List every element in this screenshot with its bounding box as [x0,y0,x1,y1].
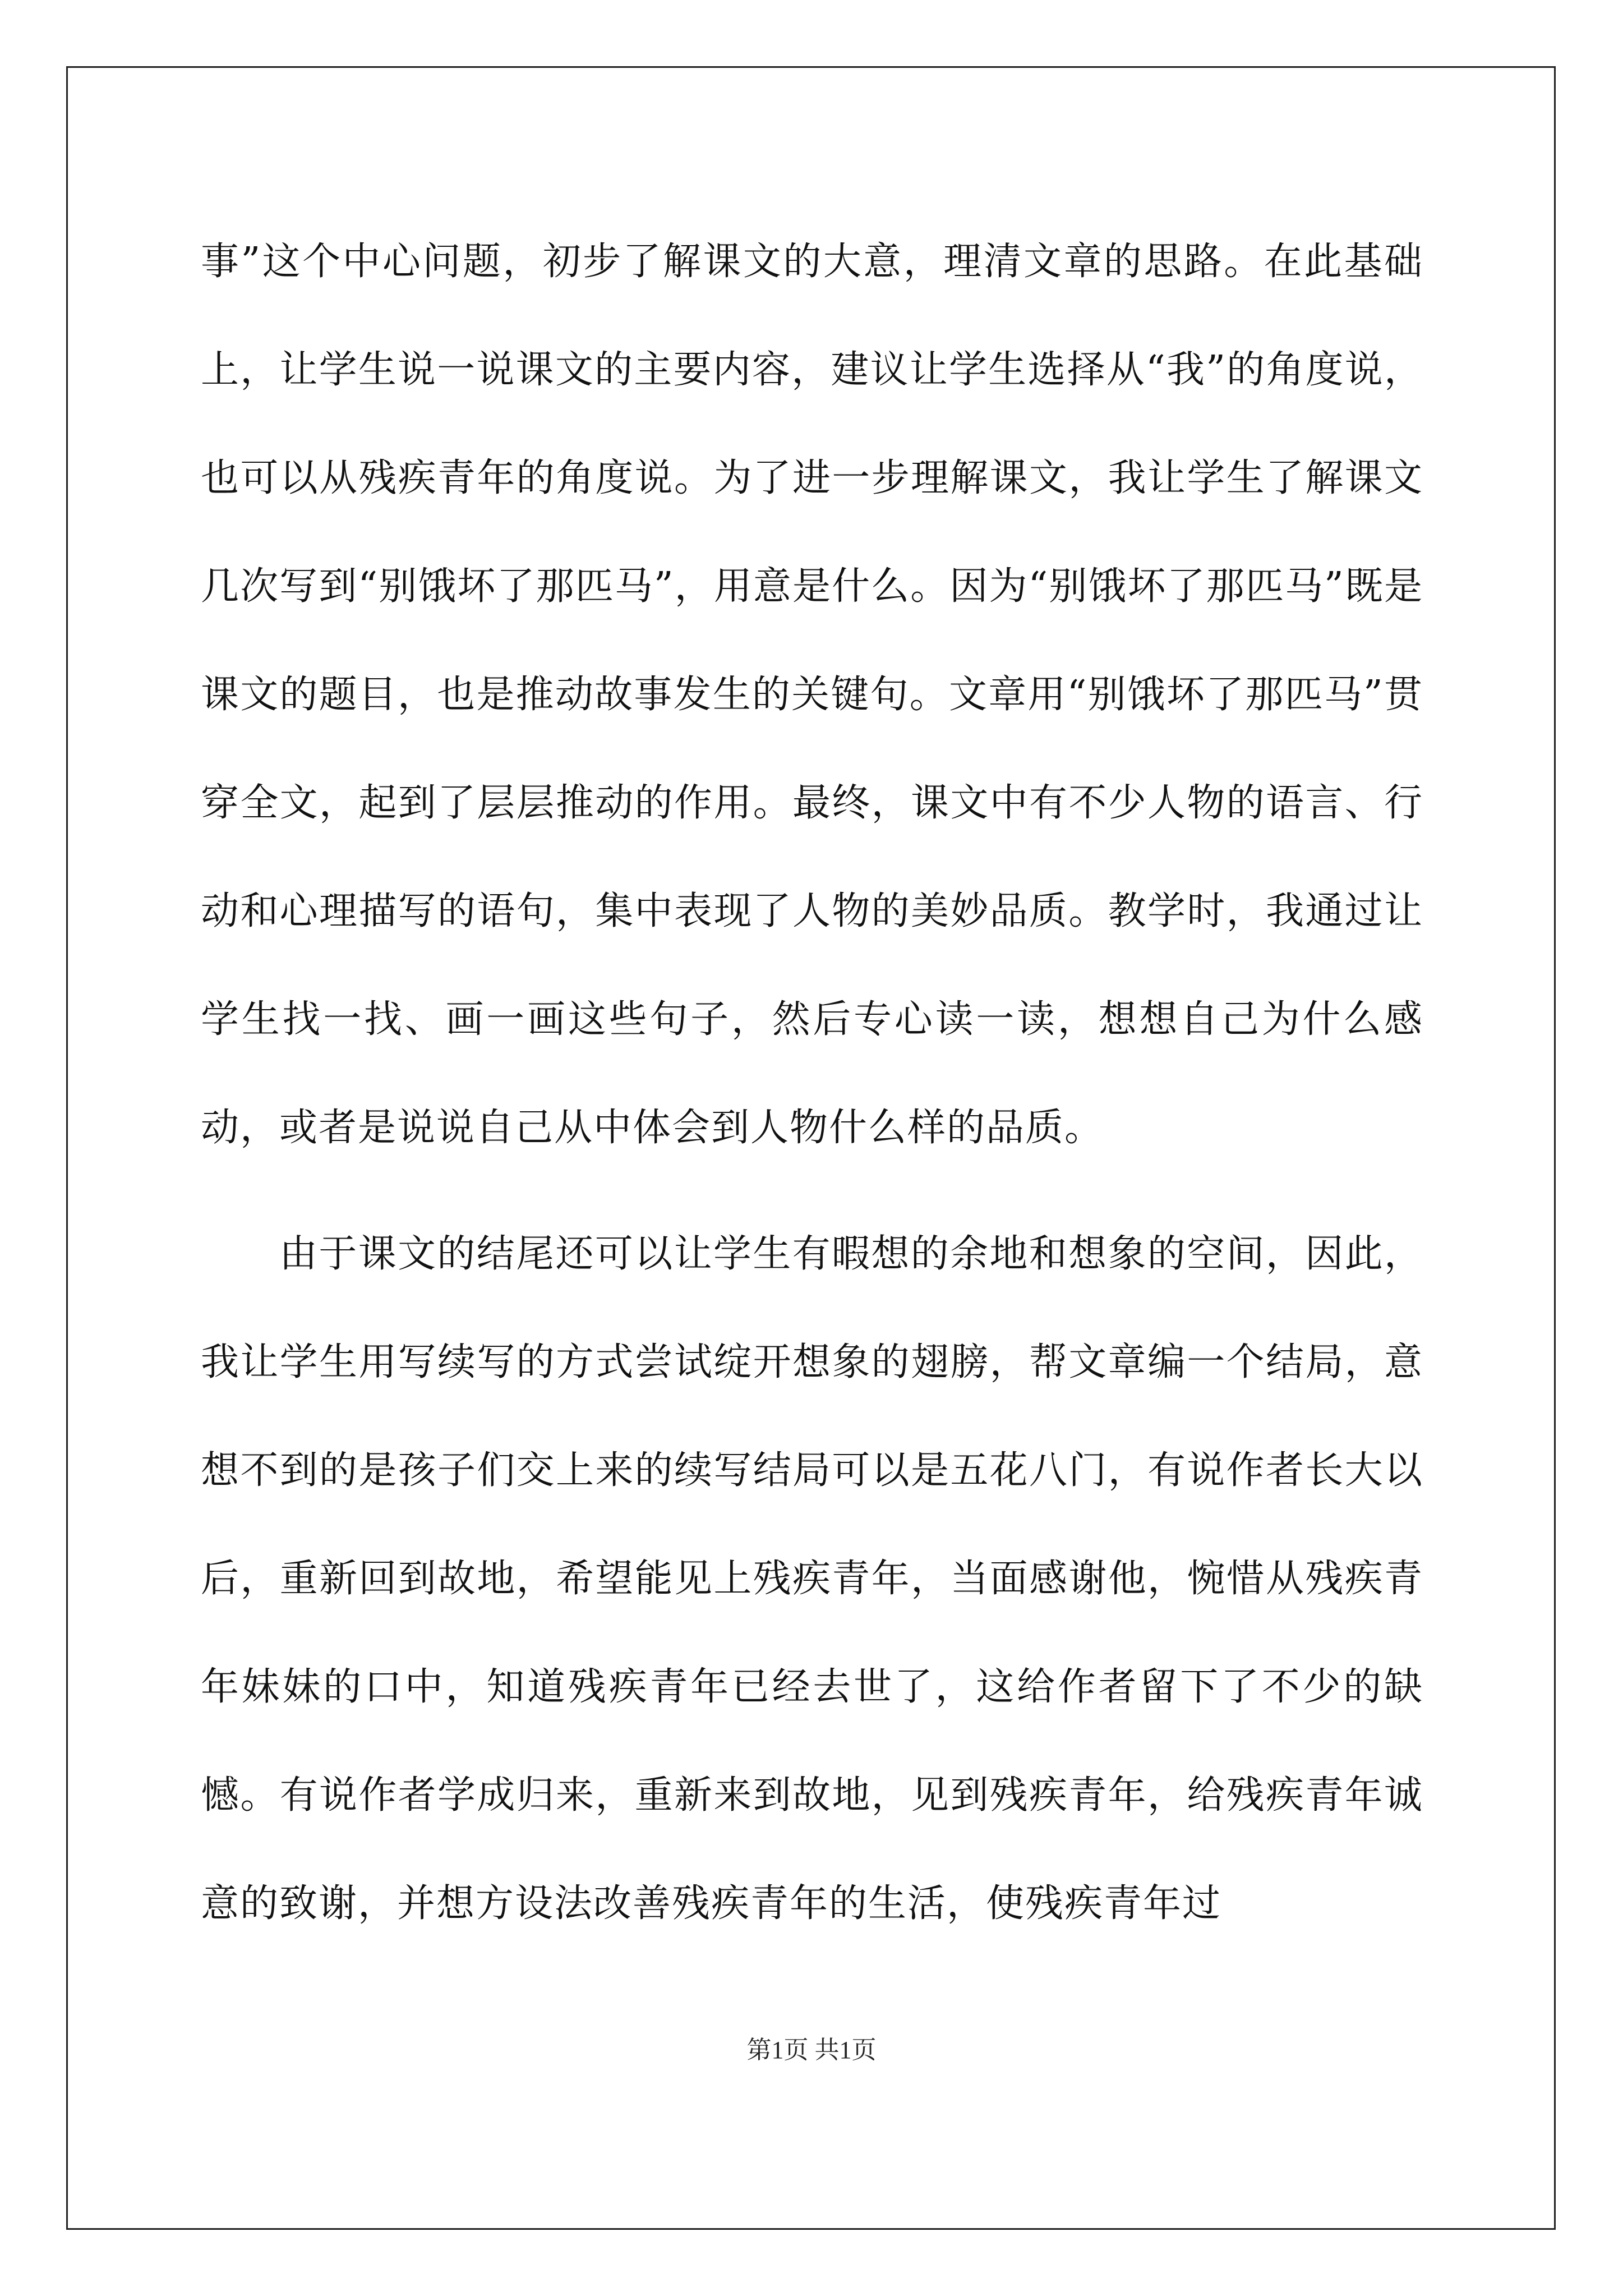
page-footer: 第1页 共1页 [746,2036,877,2064]
paragraph-1: 事”这个中心问题，初步了解课文的大意，理清文章的思路。在此基础上，让学生说一说课文的主要内容，建议让学生选择从“我”的角度说，也可以从残疾青年的角度说。为了进一步理解课文，我让学生了解课文几次写到“别饿坏了那匹马”，用意是什么。因为“别饿坏了那匹马”既是课文的题目，也是推动故事发生的关键句。文章用“别饿坏了那匹马”贯穿全文，起到了层层推动的作用。最终，课文中有不少人物的语言、行动和心理描写的语句，集中表现了人物的美妙品质。教学时，我通过让学生找一找、画一画这些句子，然后专心读一读，想想自己为什么感动，或者是说说自己从中体会到人物什么样的品质。 [201,240,1423,1150]
paragraph-2: 由于课文的结尾还可以让学生有暇想的余地和想象的空间，因此，我让学生用写续写的方式尝试绽开想象的翅膀，帮文章编一个结局，意想不到的是孩子们交上来的续写结局可以是五花八门，有说作者长大以后，重新回到故地，希望能见上残疾青年，当面感谢他，惋惜从残疾青年妹妹的口中，知道残疾青年已经去世了，这给作者留下了不少的缺憾。有说作者学成归来，重新来到故地，见到残疾青年，给残疾青年诚意的致谢，并想方设法改善残疾青年的生活，使残疾青年过 [201,1232,1423,1926]
document-body [201,208,1423,1958]
